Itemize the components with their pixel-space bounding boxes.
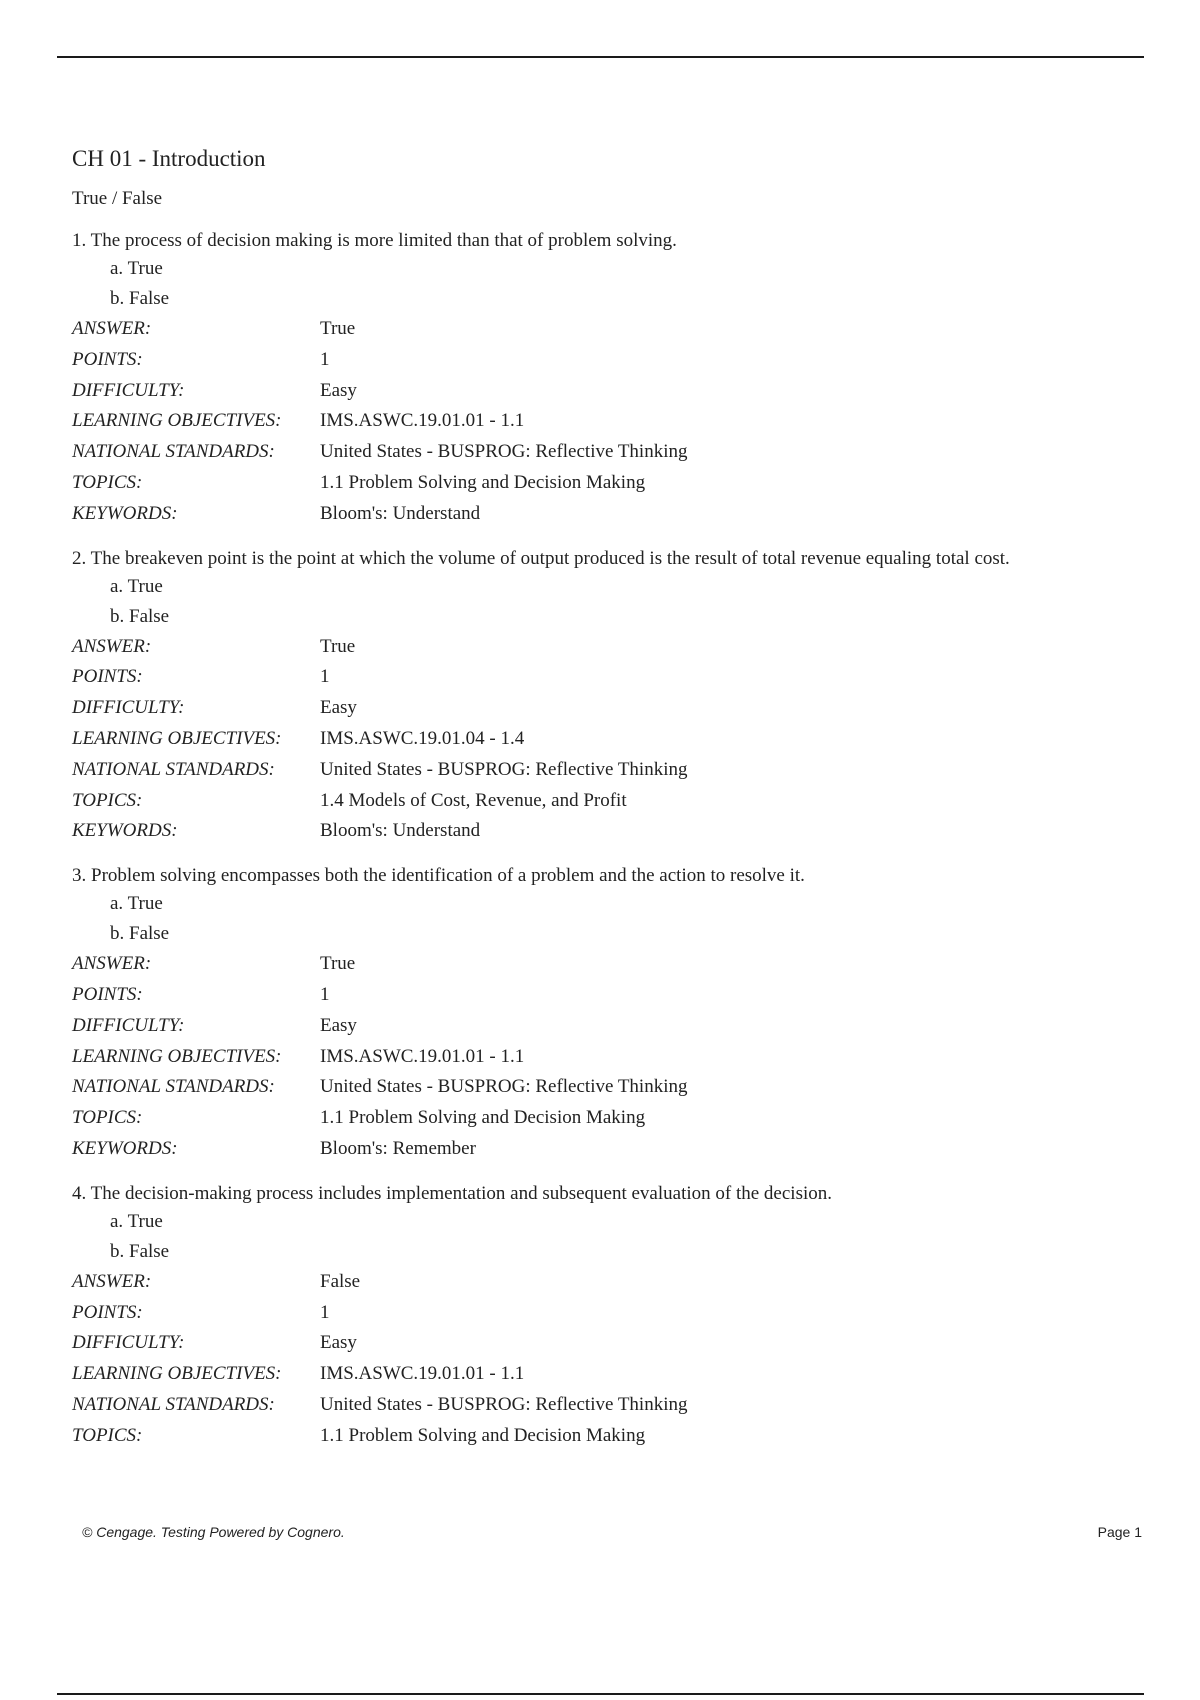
metadata-row-keywords xyxy=(72,816,688,847)
metadata-value: IMS.ASWC.19.01.01 - 1.1 xyxy=(320,1363,525,1385)
metadata-value: Easy xyxy=(320,1014,357,1036)
metadata-label: ANSWER: xyxy=(72,635,152,657)
metadata-value: 1 xyxy=(320,348,330,370)
metadata-row-difficulty xyxy=(72,1011,688,1042)
answer-option: b. False xyxy=(110,923,170,945)
metadata-row-answer xyxy=(72,1267,688,1298)
footer-copyright: © Cengage. Testing Powered by Cognero. xyxy=(82,1524,345,1540)
metadata-value: True xyxy=(320,318,356,339)
metadata-value: Bloom's: Understand xyxy=(320,820,481,842)
answer-options xyxy=(72,889,1132,949)
metadata-row-learning-objectives xyxy=(72,724,688,755)
metadata-label: NATIONAL STANDARDS: xyxy=(72,1076,275,1098)
metadata-value: Bloom's: Understand xyxy=(320,502,481,524)
question-2 xyxy=(72,546,1132,848)
answer-options xyxy=(72,254,1132,314)
metadata-row-topics xyxy=(72,468,688,499)
metadata-row-keywords xyxy=(72,1134,688,1165)
metadata-value: IMS.ASWC.19.01.04 - 1.4 xyxy=(320,727,525,749)
question-stem: 1. The process of decision making is more limited than that of problem solving. xyxy=(72,230,677,251)
metadata-value: 1.1 Problem Solving and Decision Making xyxy=(320,471,646,493)
answer-options xyxy=(72,572,1132,632)
section-title: True / False xyxy=(72,188,163,209)
metadata-value: True xyxy=(320,635,356,657)
metadata-value: 1 xyxy=(320,1301,330,1323)
metadata-value: 1.4 Models of Cost, Revenue, and Profit xyxy=(320,789,627,811)
metadata-label: NATIONAL STANDARDS: xyxy=(72,758,275,780)
metadata-label: ANSWER: xyxy=(72,1270,152,1292)
metadata-label: DIFFICULTY: xyxy=(72,1332,185,1354)
metadata-label: DIFFICULTY: xyxy=(72,697,185,719)
metadata-row-answer xyxy=(72,314,688,345)
metadata-row-national-standards xyxy=(72,755,688,786)
answer-option: b. False xyxy=(110,605,170,627)
document-body xyxy=(72,142,1132,1468)
metadata-row-difficulty xyxy=(72,376,688,407)
question-metadata xyxy=(72,632,688,848)
top-rule xyxy=(57,56,1144,58)
metadata-value: Easy xyxy=(320,379,357,401)
question-metadata xyxy=(72,1267,688,1452)
metadata-row-points xyxy=(72,1298,688,1329)
metadata-label: POINTS: xyxy=(72,1301,143,1323)
metadata-value: False xyxy=(320,1270,361,1292)
question-stem: 3. Problem solving encompasses both the identification of a problem and the action to resolve it. xyxy=(72,865,805,887)
metadata-row-difficulty xyxy=(72,1328,688,1359)
metadata-label: TOPICS: xyxy=(72,1424,143,1446)
metadata-value: 1.1 Problem Solving and Decision Making xyxy=(320,1424,646,1446)
metadata-label: NATIONAL STANDARDS: xyxy=(72,1393,275,1415)
metadata-value: Easy xyxy=(320,1332,357,1354)
metadata-row-learning-objectives xyxy=(72,1359,688,1390)
question-1 xyxy=(72,228,1132,530)
metadata-row-learning-objectives xyxy=(72,406,688,437)
metadata-value: United States - BUSPROG: Reflective Thinking xyxy=(320,1393,688,1415)
question-stem: 4. The decision-making process includes implementation and subsequent evaluation of the decision. xyxy=(72,1182,832,1204)
page-number: Page 1 xyxy=(1097,1524,1142,1540)
metadata-label: LEARNING OBJECTIVES: xyxy=(72,1045,282,1067)
metadata-value: Easy xyxy=(320,697,357,719)
metadata-label: POINTS: xyxy=(72,983,143,1005)
metadata-row-keywords xyxy=(72,499,688,530)
metadata-value: 1 xyxy=(320,666,330,688)
metadata-label: ANSWER: xyxy=(72,318,152,339)
metadata-row-answer xyxy=(72,632,688,663)
question-4 xyxy=(72,1181,1132,1452)
metadata-row-difficulty xyxy=(72,693,688,724)
answer-option: b. False xyxy=(110,1240,170,1262)
metadata-row-answer xyxy=(72,949,688,980)
answer-option: a. True xyxy=(110,575,163,597)
answer-option: a. True xyxy=(110,893,163,915)
metadata-value: True xyxy=(320,953,356,975)
metadata-label: LEARNING OBJECTIVES: xyxy=(72,727,282,749)
metadata-value: 1.1 Problem Solving and Decision Making xyxy=(320,1107,646,1129)
metadata-value: IMS.ASWC.19.01.01 - 1.1 xyxy=(320,1045,525,1067)
metadata-label: LEARNING OBJECTIVES: xyxy=(72,410,282,432)
metadata-row-points xyxy=(72,980,688,1011)
answer-options xyxy=(72,1207,1132,1267)
metadata-label: KEYWORDS: xyxy=(72,820,178,842)
question-3 xyxy=(72,863,1132,1165)
metadata-label: POINTS: xyxy=(72,666,143,688)
metadata-value: United States - BUSPROG: Reflective Thinking xyxy=(320,1076,688,1098)
chapter-title: CH 01 - Introduction xyxy=(72,146,266,171)
metadata-value: Bloom's: Remember xyxy=(320,1137,476,1159)
answer-option: b. False xyxy=(110,288,170,309)
question-metadata xyxy=(72,949,688,1165)
answer-option: a. True xyxy=(110,1210,163,1232)
metadata-row-topics xyxy=(72,786,688,817)
metadata-row-national-standards xyxy=(72,1072,688,1103)
question-stem: 2. The breakeven point is the point at which the volume of output produced is the result of total revenue equaling total cost. xyxy=(72,547,1010,569)
metadata-label: POINTS: xyxy=(72,348,143,370)
metadata-label: TOPICS: xyxy=(72,789,143,811)
bottom-rule xyxy=(57,1693,1144,1695)
metadata-label: KEYWORDS: xyxy=(72,1137,178,1159)
metadata-value: 1 xyxy=(320,983,330,1005)
metadata-row-learning-objectives xyxy=(72,1042,688,1073)
question-metadata xyxy=(72,314,688,530)
metadata-label: KEYWORDS: xyxy=(72,502,178,524)
metadata-label: DIFFICULTY: xyxy=(72,379,185,401)
metadata-row-topics xyxy=(72,1103,688,1134)
metadata-label: DIFFICULTY: xyxy=(72,1014,185,1036)
question-list xyxy=(72,228,1132,1452)
metadata-row-topics xyxy=(72,1421,688,1452)
answer-option: a. True xyxy=(110,258,163,279)
metadata-label: NATIONAL STANDARDS: xyxy=(72,441,275,463)
metadata-value: United States - BUSPROG: Reflective Thinking xyxy=(320,758,688,780)
metadata-label: TOPICS: xyxy=(72,1107,143,1129)
metadata-label: TOPICS: xyxy=(72,471,143,493)
metadata-row-national-standards xyxy=(72,437,688,468)
metadata-row-national-standards xyxy=(72,1390,688,1421)
metadata-label: LEARNING OBJECTIVES: xyxy=(72,1363,282,1385)
metadata-row-points xyxy=(72,345,688,376)
metadata-row-points xyxy=(72,662,688,693)
metadata-value: IMS.ASWC.19.01.01 - 1.1 xyxy=(320,410,525,432)
metadata-label: ANSWER: xyxy=(72,953,152,975)
metadata-value: United States - BUSPROG: Reflective Thinking xyxy=(320,441,688,463)
